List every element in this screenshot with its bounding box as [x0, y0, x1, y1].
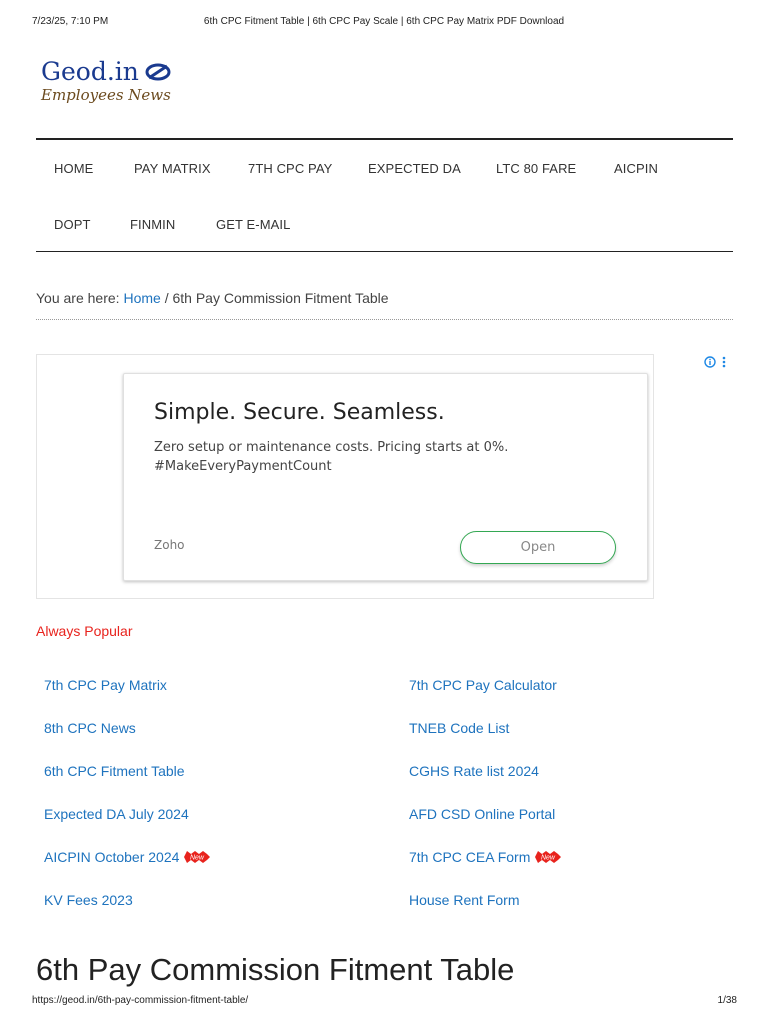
- ad-open-button[interactable]: Open: [460, 531, 616, 564]
- popular-link-label: 8th CPC News: [44, 720, 136, 736]
- new-badge-icon: [184, 851, 210, 863]
- new-badge-icon: [535, 851, 561, 863]
- nav-item-home[interactable]: HOME: [54, 161, 94, 176]
- ad-headline: Simple. Secure. Seamless.: [154, 400, 445, 425]
- popular-link-label: AICPIN October 2024: [44, 849, 180, 865]
- breadcrumb-separator: /: [164, 290, 169, 306]
- nav-item-dopt[interactable]: DOPT: [54, 217, 91, 232]
- breadcrumb: [36, 290, 389, 306]
- new-badge-text: New: [190, 854, 205, 862]
- ad-body: [154, 438, 614, 476]
- popular-link-label: KV Fees 2023: [44, 892, 133, 908]
- popular-link-label: CGHS Rate list 2024: [409, 763, 539, 779]
- popular-link-label: 7th CPC Pay Matrix: [44, 677, 167, 693]
- popular-link-7th-cpc-pay-matrix[interactable]: [44, 677, 167, 693]
- nav-item-ltc-80-fare[interactable]: LTC 80 FARE: [496, 161, 577, 176]
- popular-link-expected-da[interactable]: [44, 806, 189, 822]
- print-header: [0, 16, 768, 30]
- nav-item-aicpin[interactable]: AICPIN: [614, 161, 658, 176]
- ad-body-line: Zero setup or maintenance costs. Pricing starts at 0%.: [154, 440, 509, 455]
- always-popular-heading: Always Popular: [36, 623, 133, 639]
- nav-item-7th-cpc-pay[interactable]: 7TH CPC PAY: [248, 161, 333, 176]
- popular-link-7th-cpc-cea-form[interactable]: [409, 849, 561, 865]
- popular-link-label: 6th CPC Fitment Table: [44, 763, 185, 779]
- more-vertical-icon[interactable]: [720, 356, 728, 368]
- popular-link-6th-cpc-fitment-table[interactable]: [44, 763, 185, 779]
- ad-advertiser: Zoho: [154, 538, 185, 552]
- nav-item-finmin[interactable]: FINMIN: [130, 217, 176, 232]
- breadcrumb-divider: [36, 319, 733, 320]
- logo-brand: [41, 58, 241, 86]
- popular-link-label: Expected DA July 2024: [44, 806, 189, 822]
- popular-link-label: 7th CPC CEA Form: [409, 849, 531, 865]
- nav-item-pay-matrix[interactable]: PAY MATRIX: [134, 161, 211, 176]
- site-logo[interactable]: [41, 58, 241, 108]
- logo-brand-text: Geod.in: [41, 57, 139, 86]
- logo-swoosh-icon: [145, 63, 171, 81]
- breadcrumb-home-link[interactable]: Home: [123, 290, 161, 306]
- print-url: https://geod.in/6th-pay-commission-fitment-table/: [32, 995, 249, 1006]
- popular-link-label: AFD CSD Online Portal: [409, 806, 556, 822]
- ad-card[interactable]: [123, 373, 648, 581]
- ad-body-hashtag: #MakeEveryPaymentCount: [154, 459, 332, 474]
- breadcrumb-current: 6th Pay Commission Fitment Table: [172, 290, 389, 306]
- main-nav: [36, 138, 733, 252]
- nav-item-get-email[interactable]: GET E-MAIL: [216, 217, 291, 232]
- info-icon[interactable]: [704, 356, 716, 368]
- popular-link-aicpin[interactable]: [44, 849, 210, 865]
- print-footer: [0, 995, 768, 1009]
- popular-link-house-rent-form[interactable]: [409, 892, 519, 908]
- popular-link-afd-csd-portal[interactable]: [409, 806, 555, 822]
- print-datetime: 7/23/25, 7:10 PM: [32, 16, 109, 27]
- popular-link-label: 7th CPC Pay Calculator: [409, 677, 557, 693]
- print-page-title: 6th CPC Fitment Table | 6th CPC Pay Scale | 6th CPC Pay Matrix PDF Download: [203, 16, 565, 27]
- popular-link-kv-fees[interactable]: [44, 892, 133, 908]
- popular-link-tneb-code-list[interactable]: [409, 720, 509, 736]
- popular-link-cghs-rate-list[interactable]: [409, 763, 539, 779]
- logo-tagline: Employees News: [41, 86, 171, 104]
- new-badge-text: New: [541, 854, 556, 862]
- popular-link-7th-cpc-pay-calculator[interactable]: [409, 677, 557, 693]
- popular-link-label: House Rent Form: [409, 892, 520, 908]
- popular-link-8th-cpc-news[interactable]: [44, 720, 136, 736]
- breadcrumb-prefix: You are here:: [36, 290, 120, 306]
- nav-item-expected-da[interactable]: EXPECTED DA: [368, 161, 461, 176]
- popular-link-label: TNEB Code List: [409, 720, 510, 736]
- print-page-indicator: 1/38: [717, 995, 737, 1006]
- article-title: 6th Pay Commission Fitment Table: [36, 952, 515, 987]
